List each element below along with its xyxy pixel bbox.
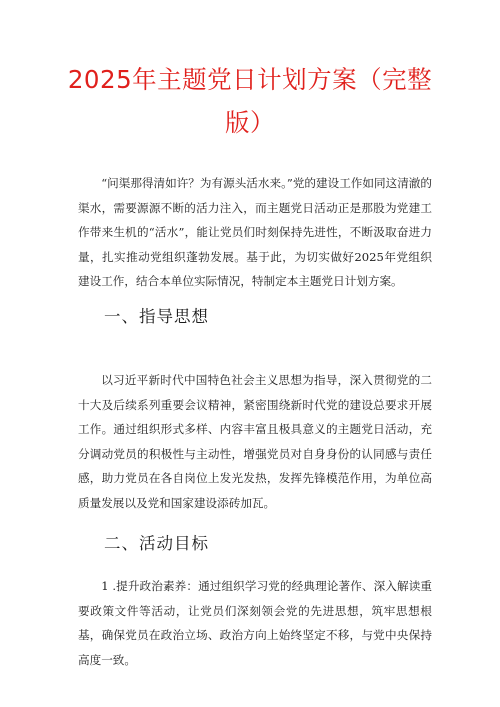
guiding-ideology-paragraph: 以习近平新时代中国特色社会主义思想为指导，深入贯彻党的二十大及后续系列重要会议精神，紧密围绕新时代党的建设总要求开展工作。通过组织形式多样、内容丰富且极具意义的主题党日活动，充分调动党员的积极性与主动性，增强党员对自身身份的认同感与责任感，助力党员在各自岗位上发光发热，发挥先锋模范作用，为单位高质量发展以及党和国家建设添砖加瓦。: [78, 373, 432, 510]
section-heading-guiding-ideology: 一、指导思想: [104, 307, 209, 326]
section-heading-activity-goals: 二、活动目标: [104, 534, 209, 553]
document-title: 2025年主题党日计划方案（完整版）: [67, 65, 433, 137]
intro-paragraph: “问渠那得清如许？为有源头活水来。”党的建设工作如同这清澈的渠水，需要源源不断的活力注入，而主题党日活动正是那股为党建工作带来生机的“活水”，能让党员们时刻保持先进性，不断汲取奋进力量，扎实推动党组织蓬勃发展。基于此，为切实做好2025年党组织建设工作，结合本单位实际情况，特制定本主题党日计划方案。: [78, 176, 432, 288]
activity-goal-paragraph: 1 .提升政治素养：通过组织学习党的经典理论著作、深入解读重要政策文件等活动，让党员们深刻领会党的先进思想，筑牢思想根基，确保党员在政治立场、政治方向上始终坚定不移，与党中央保持高度一致。: [78, 579, 432, 667]
